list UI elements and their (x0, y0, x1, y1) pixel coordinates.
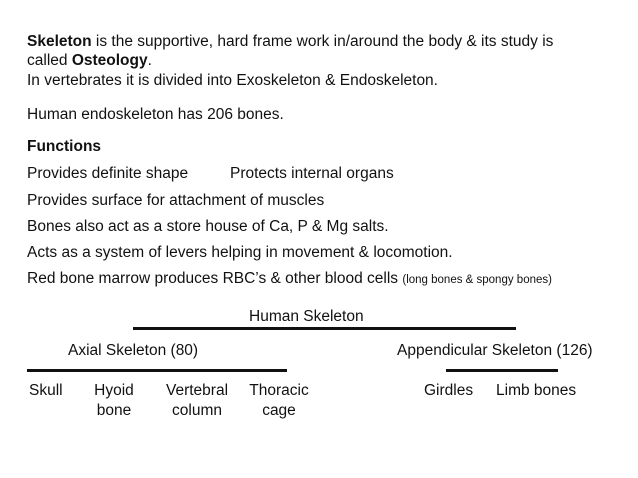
intro-line-4: Human endoskeleton has 206 bones. (27, 106, 284, 123)
tree-root-label: Human Skeleton (249, 308, 364, 325)
tree-hyoid-line-2: bone (96, 402, 132, 419)
intro-line-2 (27, 51, 152, 71)
tree-root-bar (133, 327, 516, 330)
osteology-term: Osteology (71, 52, 148, 69)
tree-thoracic-label (244, 381, 314, 421)
intro-line-1-text: is the supportive, hard frame work in/around the body & its study is (91, 33, 554, 50)
tree-thoracic-line-2: cage (262, 402, 296, 419)
tree-vertebral-line-2: column (172, 402, 222, 419)
tree-skull-label: Skull (29, 382, 63, 399)
function-item-marrow-text: Red bone marrow produces RBC’s & other blood cells (27, 270, 399, 287)
tree-appendicular-bar (446, 369, 558, 372)
tree-appendicular-label: Appendicular Skeleton (126) (397, 342, 593, 359)
tree-limb-bones-label: Limb bones (496, 382, 577, 399)
tree-hyoid-label (88, 381, 140, 421)
function-item-marrow-note: (long bones & spongy bones) (402, 274, 552, 286)
function-item-shape: Provides definite shape (27, 165, 189, 182)
intro-line-2-end: . (147, 52, 152, 69)
function-item-store: Bones also act as a store house of Ca, P & Mg salts. (27, 218, 389, 235)
tree-vertebral-line-1: Vertebral (165, 382, 229, 399)
functions-heading: Functions (27, 138, 102, 155)
tree-thoracic-line-1: Thoracic (249, 382, 309, 399)
tree-hyoid-line-1: Hyoid (94, 382, 134, 399)
intro-line-3: In vertebrates it is divided into Exoskeleton & Endoskeleton. (27, 72, 438, 89)
function-item-muscles: Provides surface for attachment of muscles (27, 192, 325, 209)
skeleton-term: Skeleton (27, 33, 92, 50)
tree-axial-bar (27, 369, 287, 372)
function-item-protects: Protects internal organs (230, 165, 394, 182)
intro-line-2-pre: called (27, 52, 72, 69)
tree-vertebral-label (158, 381, 236, 421)
intro-line-1 (27, 32, 553, 52)
tree-axial-label: Axial Skeleton (80) (68, 342, 199, 359)
function-item-marrow (27, 269, 552, 290)
function-item-levers: Acts as a system of levers helping in movement & locomotion. (27, 244, 453, 261)
tree-girdles-label: Girdles (424, 382, 474, 399)
